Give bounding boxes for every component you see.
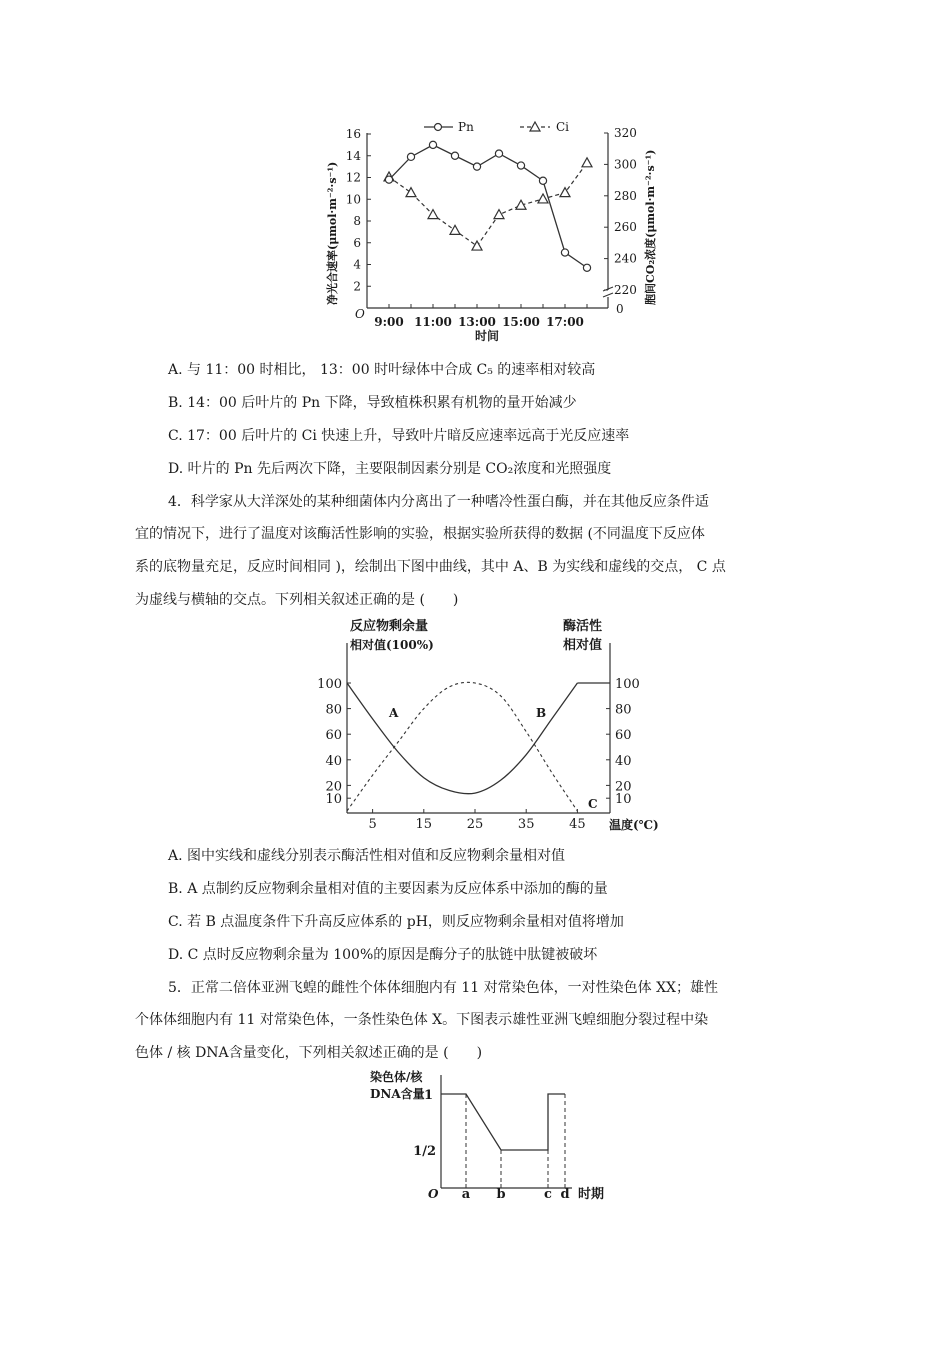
q4-option-a: A. 图中实线和虚线分别表示酶活性相对值和反应物剩余量相对值	[168, 848, 566, 864]
legend-ci: Ci	[556, 120, 570, 134]
y-axis-title-right: 胞间CO₂浓度(μmol·m⁻²·s⁻¹)	[644, 149, 657, 305]
right-tick-label: 320	[614, 126, 637, 140]
y-label-1: 1	[423, 1088, 433, 1103]
right-tick-label: 260	[614, 220, 637, 235]
pn-point	[429, 141, 436, 148]
left-tick-label: 10	[345, 192, 361, 207]
x-tick-label: 15:00	[502, 315, 540, 329]
point-b-label: B	[536, 706, 547, 720]
remaining-substrate-curve	[347, 683, 577, 794]
y-label-half: 1/2	[413, 1144, 436, 1159]
x-tick-label: b	[496, 1187, 506, 1202]
right-tick-label: 220	[614, 283, 637, 297]
right-tick-label: 20	[615, 779, 632, 795]
pn-ci-chart	[0, 0, 950, 345]
right-tick-label: 10	[615, 792, 632, 808]
x-tick-label: a	[461, 1187, 471, 1202]
q3-option-d: D. 叶片的 Pn 先后两次下降，主要限制因素分别是 CO₂浓度和光照强度	[168, 461, 612, 477]
right-title-2: 相对值	[563, 638, 603, 653]
right-tick-label: 40	[615, 753, 632, 769]
x-tick-label: 25	[466, 817, 484, 832]
left-tick-label: 40	[325, 753, 342, 769]
left-tick-label: 60	[325, 728, 342, 744]
ci-point	[428, 210, 438, 219]
enzyme-chart	[0, 615, 950, 835]
dna-content-line	[441, 1094, 565, 1150]
y-title-1: 染色体/核	[370, 1070, 423, 1084]
q4-option-d: D. C 点时反应物剩余量为 100%的原因是酶分子的肽链中肽键被破坏	[168, 947, 598, 963]
q3-option-c: C. 17：00 后叶片的 Ci 快速上升，导致叶片暗反应速率远高于光反应速率	[168, 428, 630, 444]
x-axis-title: 温度(℃)	[609, 818, 659, 832]
right-tick-label: 80	[615, 702, 632, 718]
origin-label: O	[355, 307, 365, 321]
x-tick-label: 35	[517, 817, 535, 832]
left-tick-label: 12	[345, 170, 361, 185]
x-tick-label: 13:00	[458, 315, 496, 329]
x-axis-title: 时间	[475, 329, 500, 343]
pn-point	[495, 150, 502, 157]
pn-point	[385, 176, 392, 183]
left-tick-label: 100	[317, 677, 342, 692]
right-tick-label: 280	[614, 188, 637, 203]
right-tick-label: 60	[615, 728, 632, 744]
right-tick-label: 300	[614, 157, 637, 172]
ci-point	[450, 225, 460, 234]
q5-stem-line3: 色体 / 核 DNA含量变化，下列相关叙述正确的是 ( )	[135, 1045, 483, 1061]
ci-point	[472, 241, 482, 250]
left-tick-label: 80	[325, 702, 342, 718]
x-tick-label: 15	[415, 817, 433, 832]
right-title-1: 酶活性	[563, 619, 603, 634]
right-zero-label: 0	[616, 302, 624, 316]
q4-option-b: B. A 点制约反应物剩余量相对值的主要因素为反应体系中添加的酶的量	[168, 881, 608, 897]
ci-series-line	[389, 163, 587, 246]
x-axis-title: 时期	[578, 1187, 605, 1202]
x-tick-label: d	[560, 1187, 570, 1202]
q3-option-a: A. 与 11：00 时相比， 13：00 时叶绿体中合成 C₅ 的速率相对较高	[168, 362, 596, 378]
q4-stem-line4: 为虚线与横轴的交点。下列相关叙述正确的是 ( )	[135, 592, 459, 608]
x-tick-label: 11:00	[414, 315, 452, 329]
y-title-2: DNA含量	[370, 1087, 425, 1101]
q4-option-c: C. 若 B 点温度条件下升高反应体系的 pH，则反应物剩余量相对值将增加	[168, 914, 624, 930]
q5-stem-line2: 个体体细胞内有 11 对常染色体，一条性染色体 X。下图表示雄性亚洲飞蝗细胞分裂过程中染	[135, 1012, 709, 1028]
dna-content-chart	[0, 1065, 950, 1205]
x-tick-label: c	[544, 1187, 552, 1202]
left-tick-label: 14	[345, 148, 361, 163]
ci-point	[406, 188, 416, 197]
right-tick-label: 100	[615, 677, 640, 692]
left-tick-label: 8	[353, 214, 361, 228]
q4-stem-line3: 系的底物量充足，反应时间相同 )，绘制出下图中曲线，其中 A、B 为实线和虚线的交点， C 点	[135, 559, 726, 575]
ci-point	[582, 158, 592, 167]
left-tick-label: 6	[353, 235, 361, 250]
pn-point	[407, 153, 414, 160]
x-tick-label: 45	[569, 817, 586, 832]
q5-stem-line1: 5．正常二倍体亚洲飞蝗的雌性个体体细胞内有 11 对常染色体，一对性染色体 XX；雄性	[168, 980, 719, 996]
pn-series-line	[389, 145, 587, 268]
q4-stem-line2: 宜的情况下，进行了温度对该酶活性影响的实验，根据实验所获得的数据 (不同温度下反应体	[135, 526, 705, 542]
left-title-2: 相对值(100%)	[350, 638, 434, 652]
ci-point	[494, 210, 504, 219]
x-tick-label: 9:00	[374, 315, 404, 329]
left-tick-label: 4	[353, 257, 361, 272]
pn-point	[539, 177, 546, 184]
point-c-label: C	[588, 797, 598, 811]
origin-label: O	[428, 1187, 439, 1201]
ci-point	[538, 194, 548, 203]
legend-pn: Pn	[458, 120, 474, 134]
left-title-1: 反应物剩余量	[350, 619, 429, 634]
x-tick-label: 5	[368, 817, 377, 832]
point-a-label: A	[389, 706, 399, 720]
left-tick-label: 10	[325, 792, 342, 808]
right-tick-label: 240	[614, 251, 637, 266]
ci-point	[560, 188, 570, 197]
left-tick-label: 16	[345, 127, 361, 141]
enzyme-activity-curve	[347, 682, 577, 811]
x-tick-label: 17:00	[546, 315, 584, 329]
pn-point	[517, 162, 524, 169]
pn-point	[473, 163, 480, 170]
pn-point	[583, 264, 590, 271]
pn-point	[451, 152, 458, 159]
left-tick-label: 2	[353, 279, 361, 294]
left-tick-label: 20	[325, 779, 342, 795]
y-axis-title-left: 净光合速率(μmol·m⁻²·s⁻¹)	[326, 161, 339, 305]
q4-stem-line1: 4．科学家从大洋深处的某种细菌体内分离出了一种嗜冷性蛋白酶，并在其他反应条件适	[168, 494, 709, 510]
q3-option-b: B. 14：00 后叶片的 Pn 下降，导致植株积累有机物的量开始减少	[168, 395, 577, 411]
pn-point	[561, 249, 568, 256]
